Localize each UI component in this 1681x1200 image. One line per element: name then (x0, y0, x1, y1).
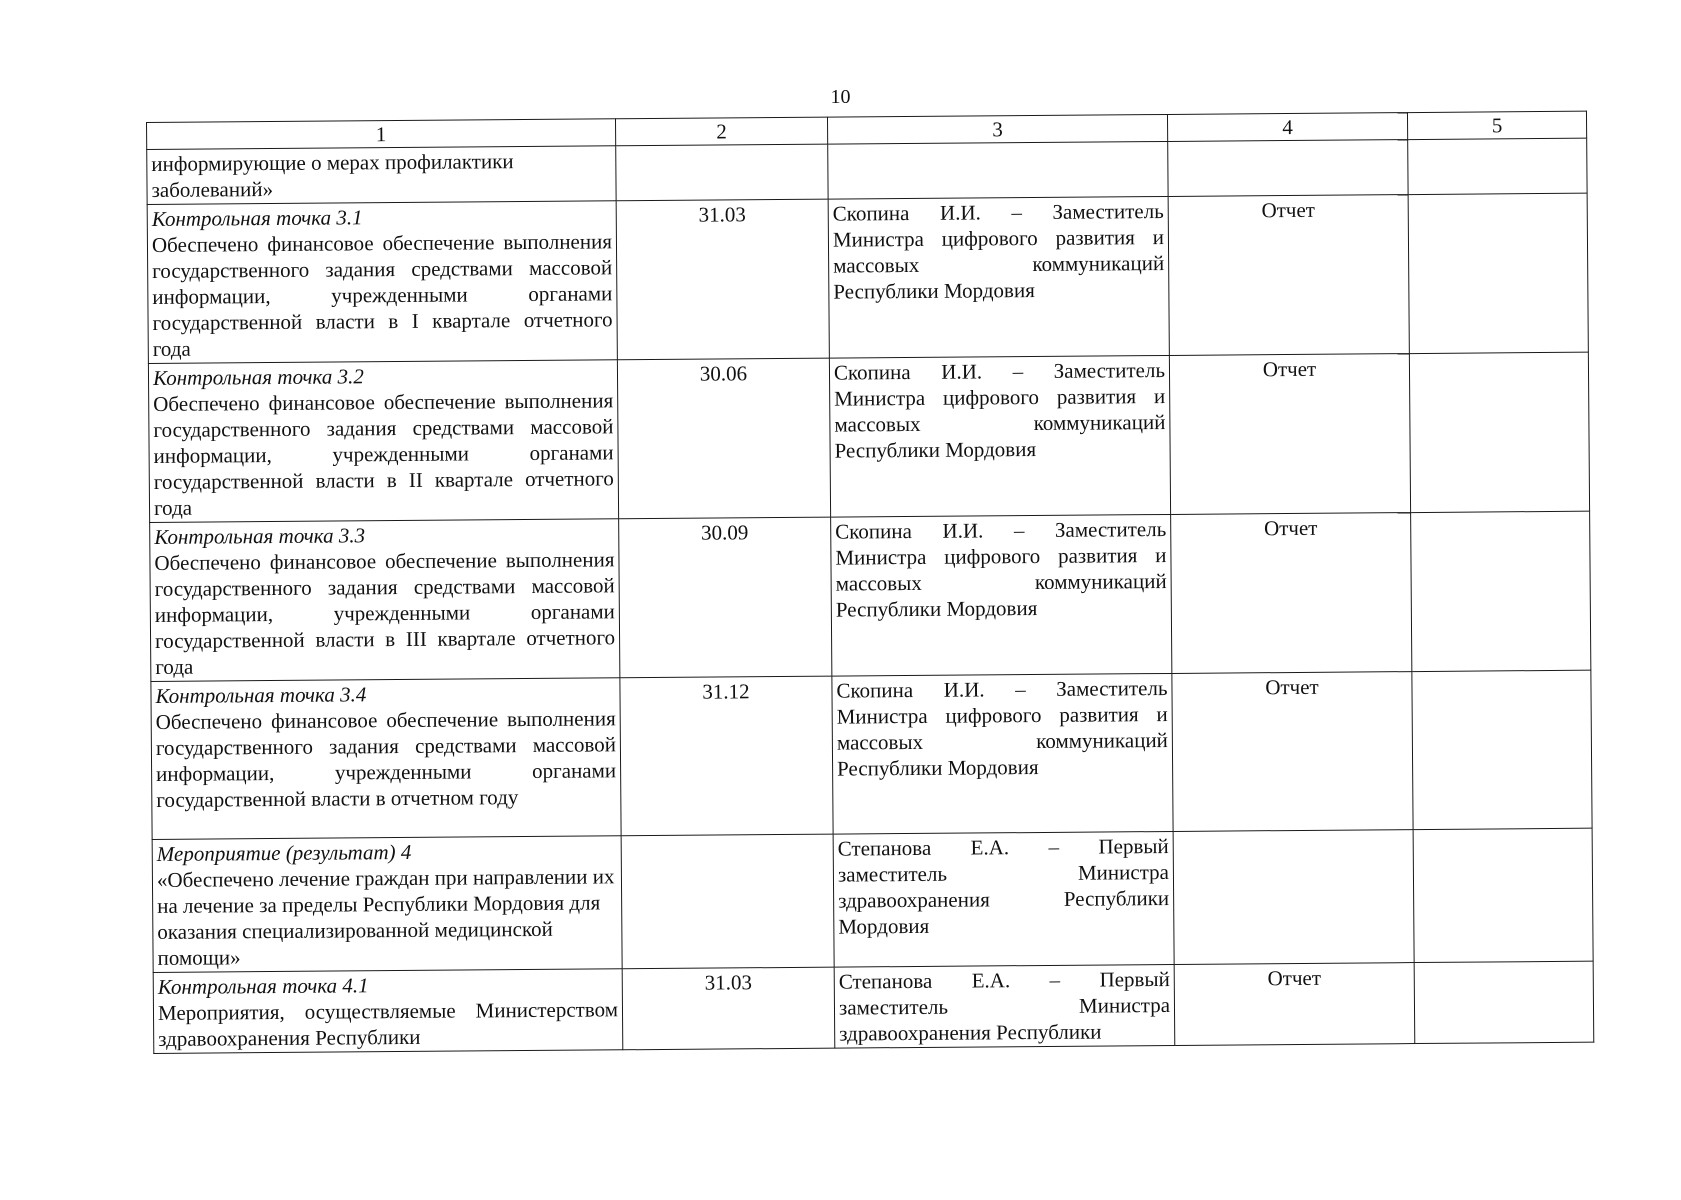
event-cell (150, 519, 620, 682)
responsible-cell (828, 141, 1168, 199)
note-cell (1414, 961, 1594, 1043)
event-title: Мероприятие (результат) 4 (156, 839, 412, 866)
event-cell (148, 360, 618, 523)
event-text: Обеспечено финансовое обеспечение выполнения государственного задания средствами массовой информации, учрежденными органами государственной власти в I квартале отчетного года (151, 229, 613, 361)
event-text: Мероприятия, осуществляемые Министерством здравоохранения Республики (157, 997, 619, 1051)
result-cell: Отчет (1172, 672, 1413, 832)
result-cell (1173, 830, 1414, 965)
event-text: Обеспечено финансовое обеспечение выполнения государственного задания средствами массовой информации, учрежденными органами государственной власти в III квартале отчетного года (154, 547, 616, 679)
event-title: Контрольная точка 3.2 (152, 364, 364, 390)
column-number-1: 1 (147, 119, 616, 150)
responsible-cell: Скопина И.И. – Заместитель Министра цифрового развития и массовых коммуникаций Республики Мордовия (829, 355, 1170, 517)
responsible-cell: Скопина И.И. – Заместитель Министра цифрового развития и массовых коммуникаций Республики Мордовия (831, 514, 1172, 676)
column-number-4: 4 (1167, 113, 1407, 142)
note-cell (1409, 352, 1589, 512)
table-row (150, 511, 1591, 681)
event-cell (151, 678, 621, 840)
column-number-2: 2 (615, 117, 827, 146)
event-cell (152, 836, 622, 973)
table-row (151, 670, 1592, 839)
event-title: Контрольная точка 3.3 (154, 523, 366, 549)
responsible-cell: Скопина И.И. – Заместитель Министра цифрового развития и массовых коммуникаций Республики Мордовия (832, 673, 1173, 834)
result-cell: Отчет (1171, 513, 1412, 674)
plan-table (146, 111, 1594, 1054)
event-cell (147, 146, 616, 205)
deadline-cell: 30.06 (617, 358, 830, 519)
responsible-cell: Скопина И.И. – Заместитель Министра цифрового развития и массовых коммуникаций Республики Мордовия (828, 196, 1169, 358)
responsible-cell: Степанова Е.А. – Первый заместитель Министра здравоохранения Республики (834, 964, 1175, 1048)
deadline-cell: 31.03 (622, 967, 835, 1050)
event-title: Контрольная точка 3.1 (151, 205, 363, 231)
result-cell: Отчет (1174, 963, 1415, 1046)
note-cell (1412, 670, 1592, 829)
event-title: Контрольная точка 3.4 (155, 682, 367, 708)
document-sheet (146, 111, 1593, 1054)
deadline-cell: 30.09 (619, 517, 832, 678)
event-cell (153, 969, 623, 1054)
column-number-3: 3 (827, 114, 1167, 144)
note-cell (1408, 193, 1588, 353)
result-cell: Отчет (1168, 195, 1409, 356)
event-text: «Обеспечено лечение граждан при направлении их на лечение за пределы Республики Мордовия для оказания специализированной медицинской помощи» (156, 864, 615, 970)
event-title: Контрольная точка 4.1 (157, 973, 369, 999)
responsible-cell: Степанова Е.А. – Первый заместитель Министра здравоохранения Республики Мордовия (833, 831, 1174, 967)
event-cell (147, 201, 617, 364)
note-cell (1408, 138, 1587, 194)
table-row (148, 352, 1589, 522)
deadline-cell (616, 144, 828, 201)
note-cell (1411, 511, 1591, 671)
deadline-cell (621, 834, 834, 969)
deadline-cell: 31.03 (616, 199, 829, 360)
page-number: 10 (830, 86, 851, 108)
table-row (152, 828, 1593, 972)
column-number-5: 5 (1407, 111, 1586, 139)
table-row (147, 193, 1588, 363)
table-row (153, 961, 1594, 1053)
note-cell (1413, 828, 1593, 962)
result-cell (1168, 140, 1408, 197)
event-text: Обеспечено финансовое обеспечение выполнения государственного задания средствами массовой информации, учрежденными органами государственной власти в отчетном году (155, 706, 617, 812)
event-text: информирующие о мерах профилактики заболеваний» (151, 149, 514, 202)
deadline-cell: 31.12 (620, 676, 833, 836)
result-cell: Отчет (1169, 354, 1410, 515)
event-text: Обеспечено финансовое обеспечение выполнения государственного задания средствами массовой информации, учрежденными органами государственной власти в II квартале отчетного года (153, 388, 614, 520)
